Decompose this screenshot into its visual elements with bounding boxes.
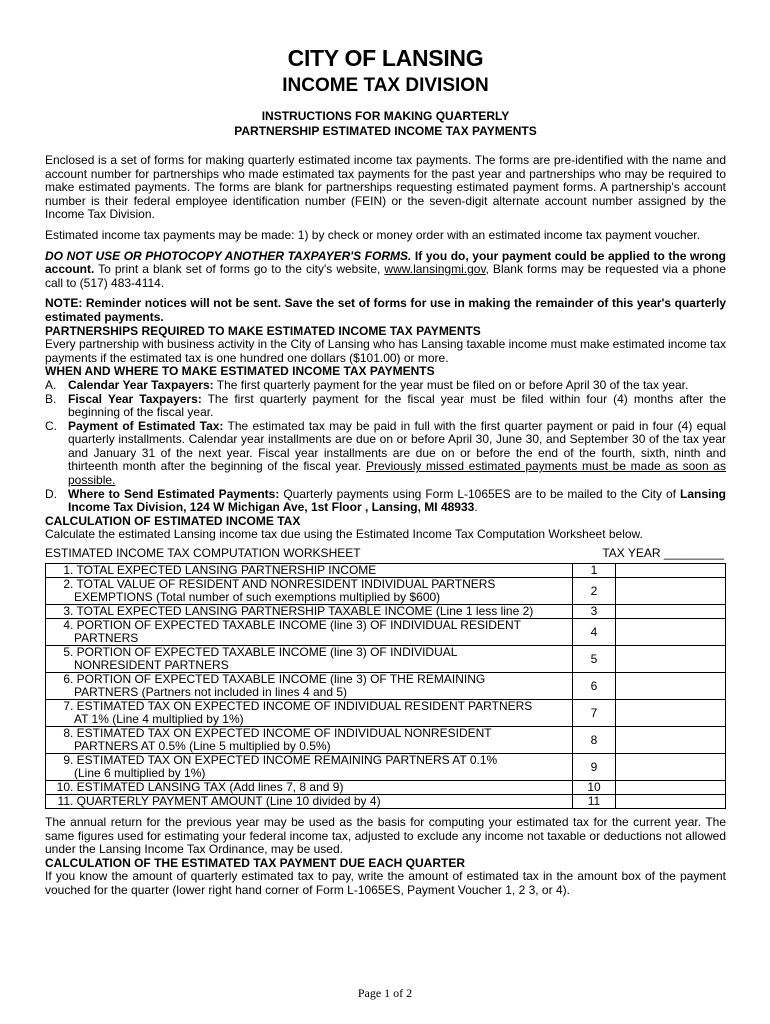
calculation-text: Calculate the estimated Lansing income tax due using the Estimated Income Tax Computation Worksheet below.: [45, 527, 643, 542]
worksheet-line-description: 2. TOTAL VALUE OF RESIDENT AND NONRESIDENT INDIVIDUAL PARTNERS EXEMPTIONS (Total number of such exemptions multiplied by $600): [46, 578, 573, 605]
worksheet-line-description: 6. PORTION OF EXPECTED TAXABLE INCOME (line 3) OF THE REMAINING PARTNERS (Partners not included in lines 4 and 5): [46, 673, 573, 700]
document-page: [45, 44, 726, 898]
worksheet-line-number: 1: [573, 564, 616, 578]
worksheet-amount-field[interactable]: [616, 646, 726, 673]
table-row: [46, 619, 726, 646]
quarter-text: If you know the amount of quarterly estimated tax to pay, write the amount of estimated tax in the amount box of the payment vouched for the quarter (lower right hand corner of Form L-1065ES, Payment Voucher 1, 2 3, or 4).: [45, 869, 726, 897]
warning-bold: If you do, your payment could be applied to the wrong account.: [45, 248, 726, 277]
worksheet-table: [45, 563, 726, 809]
worksheet-line-number: 2: [573, 578, 616, 605]
worksheet-line-description: 8. ESTIMATED TAX ON EXPECTED INCOME OF INDIVIDUAL NONRESIDENT PARTNERS AT 0.5% (Line 5 multiplied by 0.5%): [46, 727, 573, 754]
page-number: Page 1 of 2: [357, 986, 413, 1000]
list-item: B. Fiscal Year Taxpayers: The first quarterly payment for the fiscal year must be filed within four (4) months after the beginning of the fiscal year.: [45, 391, 727, 420]
worksheet-line-description: 3. TOTAL EXPECTED LANSING PARTNERSHIP TAXABLE INCOME (Line 1 less line 2): [46, 605, 573, 619]
worksheet-line-number: 8: [573, 727, 616, 754]
worksheet-line-description: 11. QUARTERLY PAYMENT AMOUNT (Line 10 divided by 4): [46, 795, 573, 809]
worksheet-line-number: 10: [573, 781, 616, 795]
tax-year-field[interactable]: TAX YEAR _________: [602, 546, 724, 561]
worksheet-line-number: 9: [573, 754, 616, 781]
intro-paragraph: Enclosed is a set of forms for making quarterly estimated income tax payments. The forms are pre-identified with the name and account number for partnerships who made estimated tax payments for the past year and partnerships who may be required to make estimated payments. The forms are blank for partnerships requesting estimated payment forms. A partnership's account number is their federal employee identification number (FEIN) or the seven-digit alternate account number assigned by the Income Tax Division.: [45, 153, 726, 222]
annual-return-paragraph: The annual return for the previous year may be used as the basis for computing your estimated tax for the current year. The same figures used for estimating your federal income tax, adjusted to exclude any income not taxable or deductions not allowed under the Lansing Income Tax Ordinance, may be used.: [45, 815, 726, 857]
list-item: C. Payment of Estimated Tax: The estimated tax may be paid in full with the first quarter payment or paid in four (4) equal quarterly installments. Calendar year installments are due on or before April 30, June 30, and September 30 of the tax year and January 31 of the next year. Fiscal year installments are due on or before the end of the fourth, sixth, ninth and thirteenth month after the beginning of the fiscal year. Previously missed estimated payments must be made as soon as possible.: [45, 418, 727, 488]
worksheet-line-description: 5. PORTION OF EXPECTED TAXABLE INCOME (line 3) OF INDIVIDUAL NONRESIDENT PARTNERS: [46, 646, 573, 673]
worksheet-line-number: 5: [573, 646, 616, 673]
note-paragraph: NOTE: Reminder notices will not be sent. Save the set of forms for use in making the remainder of this year's quarterly estimated payments.: [45, 296, 726, 324]
table-row: [46, 795, 726, 809]
when-where-heading: WHEN AND WHERE TO MAKE ESTIMATED INCOME TAX PAYMENTS: [45, 364, 435, 379]
website-link[interactable]: www.lansingmi.gov: [384, 262, 486, 277]
required-heading: PARTNERSHIPS REQUIRED TO MAKE ESTIMATED INCOME TAX PAYMENTS: [45, 323, 481, 338]
worksheet-line-number: 3: [573, 605, 616, 619]
worksheet-amount-field[interactable]: [616, 605, 726, 619]
table-row: [46, 564, 726, 578]
table-row: [46, 578, 726, 605]
worksheet-amount-field[interactable]: [616, 754, 726, 781]
worksheet-amount-field[interactable]: [616, 727, 726, 754]
worksheet-line-number: 6: [573, 673, 616, 700]
worksheet-line-description: 7. ESTIMATED TAX ON EXPECTED INCOME OF INDIVIDUAL RESIDENT PARTNERS AT 1% (Line 4 multiplied by 1%): [46, 700, 573, 727]
division-title: INCOME TAX DIVISION: [282, 75, 489, 96]
table-row: [46, 781, 726, 795]
quarter-heading: CALCULATION OF THE ESTIMATED TAX PAYMENT DUE EACH QUARTER: [45, 855, 465, 870]
table-row: [46, 700, 726, 727]
worksheet-header: [45, 546, 726, 560]
when-where-list: [45, 379, 726, 515]
calculation-heading: CALCULATION OF ESTIMATED INCOME TAX: [45, 513, 301, 528]
worksheet-amount-field[interactable]: [616, 619, 726, 646]
subtitle-line-1: INSTRUCTIONS FOR MAKING QUARTERLY: [261, 109, 510, 123]
worksheet-line-number: 4: [573, 619, 616, 646]
worksheet-amount-field[interactable]: [616, 781, 726, 795]
subtitle-line-2: PARTNERSHIP ESTIMATED INCOME TAX PAYMENTS: [234, 124, 537, 138]
warning-paragraph: [45, 250, 726, 291]
table-row: [46, 727, 726, 754]
warning-text-end: , Blank forms may be requested via a phone call to (517) 483-4114.: [45, 262, 727, 290]
document-title: CITY OF LANSING: [287, 45, 484, 71]
table-row: [46, 605, 726, 619]
worksheet-amount-field[interactable]: [616, 564, 726, 578]
table-row: [46, 646, 726, 673]
list-item: D. Where to Send Estimated Payments: Quarterly payments using Form L-1065ES are to be mailed to the City of Lansing Income Tax Division, 124 W Michigan Ave, 1st Floor , Lansing, MI 48933.: [45, 486, 726, 515]
worksheet-line-number: 7: [573, 700, 616, 727]
worksheet-amount-field[interactable]: [616, 578, 726, 605]
worksheet-amount-field[interactable]: [616, 673, 726, 700]
required-text: Every partnership with business activity in the City of Lansing who has Lansing taxable income must make estimated income tax payments if the estimated tax is one hundred one dollars ($101.00) or more.: [45, 337, 726, 365]
worksheet-line-description: 10. ESTIMATED LANSING TAX (Add lines 7, 8 and 9): [46, 781, 573, 795]
list-item: A. Calendar Year Taxpayers: The first quarterly payment for the year must be filed on or before April 30 of the tax year.: [45, 377, 689, 392]
worksheet-line-description: 4. PORTION OF EXPECTED TAXABLE INCOME (line 3) OF INDIVIDUAL RESIDENT PARTNERS: [46, 619, 573, 646]
worksheet-title: ESTIMATED INCOME TAX COMPUTATION WORKSHEET: [45, 546, 361, 561]
warning-bold-italic: DO NOT USE OR PHOTOCOPY ANOTHER TAXPAYER'S FORMS.: [45, 248, 412, 263]
worksheet-amount-field[interactable]: [616, 700, 726, 727]
worksheet-line-number: 11: [573, 795, 616, 809]
table-row: [46, 673, 726, 700]
table-row: [46, 754, 726, 781]
worksheet-line-description: 9. ESTIMATED TAX ON EXPECTED INCOME REMAINING PARTNERS AT 0.1% (Line 6 multiplied by 1%): [46, 754, 573, 781]
worksheet-line-description: 1. TOTAL EXPECTED LANSING PARTNERSHIP INCOME: [46, 564, 573, 578]
warning-text: To print a blank set of forms go to the city's website,: [94, 262, 385, 277]
payment-methods-paragraph: Estimated income tax payments may be made: 1) by check or money order with an estimated income tax payment voucher.: [45, 227, 700, 242]
worksheet-amount-field[interactable]: [616, 795, 726, 809]
